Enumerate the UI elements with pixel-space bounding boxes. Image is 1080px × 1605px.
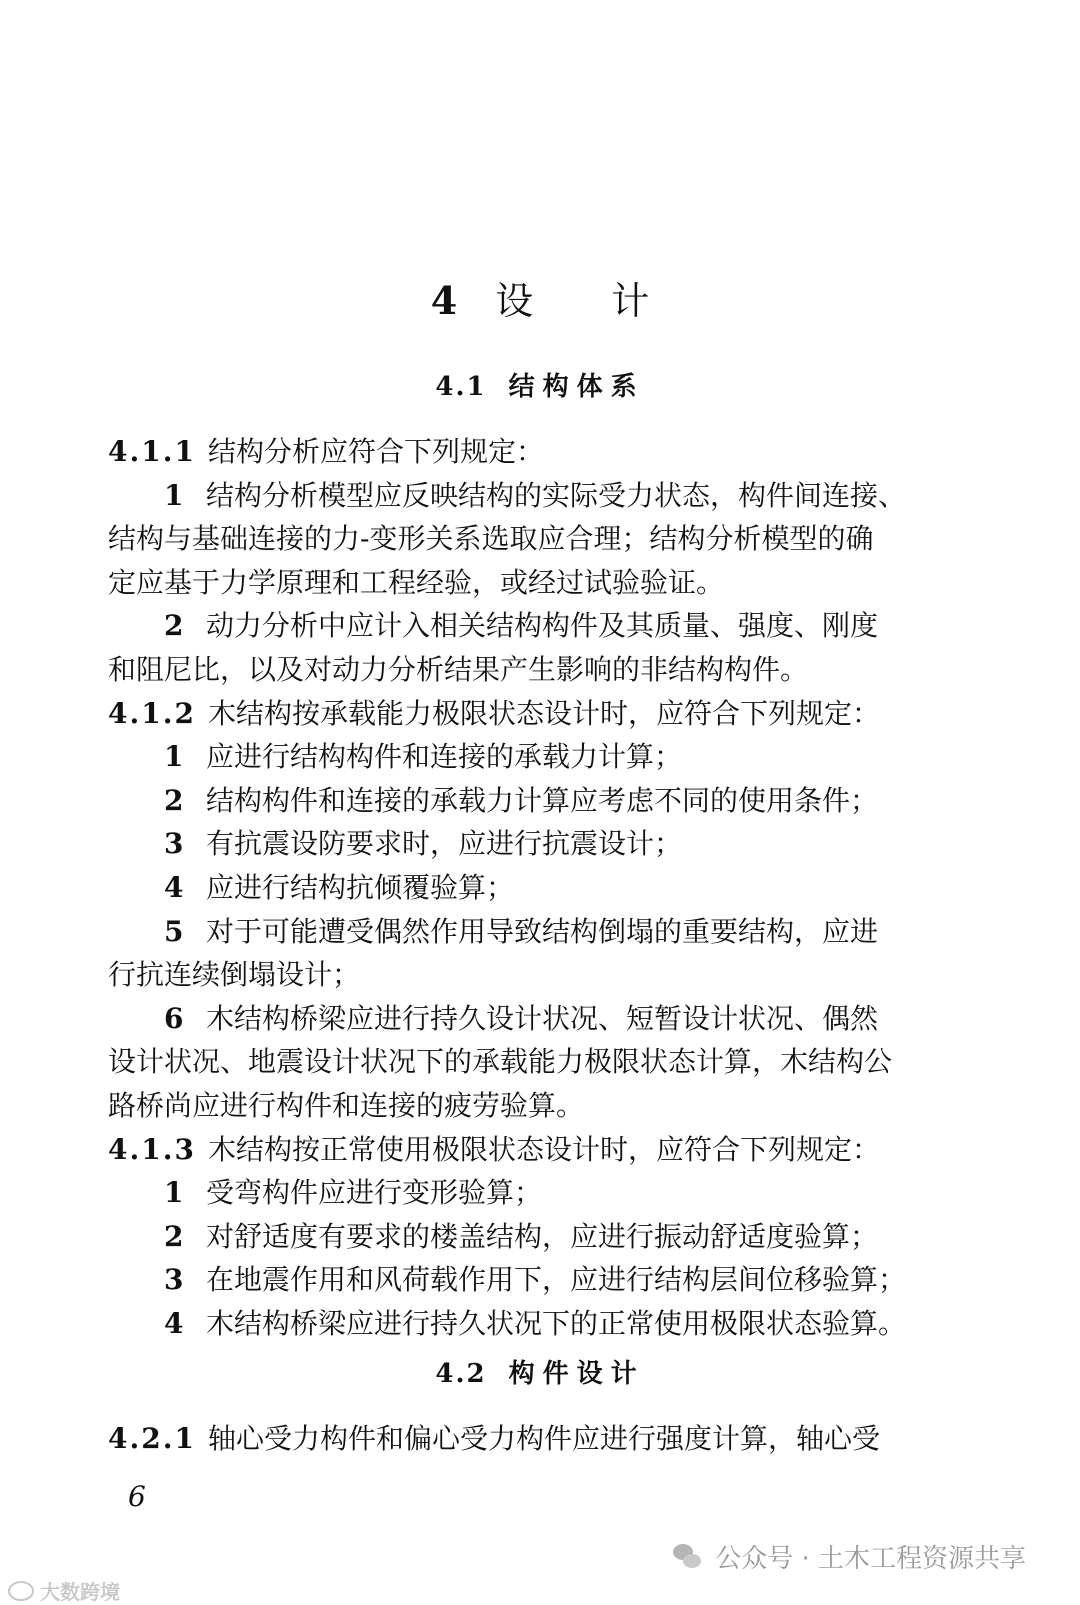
item-number: 1 <box>164 478 184 512</box>
line-text: 结构构件和连接的承载力计算应考虑不同的使用条件； <box>206 783 879 817</box>
chapter-number: 4 <box>430 278 458 323</box>
line-text: 应进行结构抗倾覆验算； <box>206 871 515 904</box>
item-number: 3 <box>164 1263 184 1297</box>
item-number: 6 <box>164 1001 184 1035</box>
clause-line <box>108 1130 923 1170</box>
list-item-line <box>108 1217 979 1257</box>
line-text: 动力分析中应计入相关结构构件及其质量、强度、刚度 <box>206 609 879 643</box>
line-text: 木结构桥梁应进行持久设计状况、短暂设计状况、偶然 <box>206 1001 879 1035</box>
section-heading-4-1 <box>0 370 1080 404</box>
list-item-line <box>108 737 979 777</box>
line-text: 木结构按承载能力极限状态设计时，应符合下列规定： <box>208 696 881 730</box>
line-text: 应进行结构构件和连接的承载力计算； <box>206 740 683 774</box>
section-title: 结构体系 <box>508 372 645 402</box>
line-text: 木结构桥梁应进行持久状况下的正常使用极限状态验算。 <box>206 1307 907 1340</box>
brand-logo-icon <box>8 1581 34 1601</box>
continuation-line <box>108 519 923 559</box>
continuation-line <box>108 563 923 603</box>
wechat-watermark <box>673 1538 1026 1575</box>
list-item-line <box>108 1260 979 1300</box>
page-number: 6 <box>128 1480 146 1513</box>
item-number: 5 <box>164 914 184 948</box>
list-item-line <box>108 912 979 952</box>
clause-number: 4.1.2 <box>108 696 196 730</box>
item-number: 4 <box>164 1307 184 1340</box>
line-text: 轴心受力构件和偏心受力构件应进行强度计算，轴心受 <box>208 1422 881 1455</box>
list-item-line <box>108 824 979 864</box>
line-text: 有抗震设防要求时，应进行抗震设计； <box>206 827 683 861</box>
line-text: 结构分析模型应反映结构的实际受力状态，构件间连接、 <box>206 478 907 512</box>
clause-number: 4.2.1 <box>108 1422 196 1455</box>
brand-watermark-text: 大数跨境 <box>40 1580 120 1604</box>
list-item-line <box>108 606 979 646</box>
wechat-watermark-text: 公众号 · 土木工程资源共享 <box>715 1544 1026 1574</box>
chapter-title-char-1: 设 <box>495 279 534 323</box>
item-number: 2 <box>164 609 184 643</box>
item-number: 4 <box>164 871 184 904</box>
line-text: 对于可能遭受偶然作用导致结构倒塌的重要结构，应进 <box>206 914 879 948</box>
continuation-line <box>108 1086 923 1126</box>
continuation-line <box>108 650 923 690</box>
list-item-line <box>108 1173 979 1213</box>
continuation-line <box>108 955 923 995</box>
list-item-line <box>108 476 979 516</box>
section-number: 4.1 <box>435 372 487 402</box>
chapter-title-char-2: 计 <box>611 279 650 323</box>
line-text: 行抗连续倒塌设计； <box>108 958 361 992</box>
line-text: 结构与基础连接的力-变形关系选取应合理；结构分析模型的确 <box>108 522 874 556</box>
line-text: 路桥尚应进行构件和连接的疲劳验算。 <box>108 1089 585 1122</box>
section-heading-4-2 <box>0 1357 1080 1391</box>
section-title: 构件设计 <box>508 1359 645 1389</box>
item-number: 2 <box>164 783 184 817</box>
line-text: 和阻尼比，以及对动力分析结果产生影响的非结构构件。 <box>108 653 809 686</box>
list-item-line <box>108 868 979 908</box>
item-number: 2 <box>164 1219 184 1253</box>
chapter-title <box>0 278 1080 324</box>
line-text: 对舒适度有要求的楼盖结构，应进行振动舒适度验算； <box>206 1219 879 1253</box>
list-item-line <box>108 999 979 1039</box>
clause-number: 4.1.3 <box>108 1132 196 1166</box>
line-text: 结构分析应符合下列规定： <box>208 435 545 468</box>
item-number: 1 <box>164 1176 184 1210</box>
list-item-line <box>108 781 979 821</box>
line-text: 受弯构件应进行变形验算； <box>206 1176 543 1210</box>
line-text: 木结构按正常使用极限状态设计时，应符合下列规定： <box>208 1132 881 1166</box>
wechat-icon <box>673 1542 703 1572</box>
item-number: 3 <box>164 827 184 861</box>
line-text: 在地震作用和风荷载作用下，应进行结构层间位移验算； <box>206 1263 907 1297</box>
list-item-line <box>108 1304 979 1344</box>
item-number: 1 <box>164 740 184 774</box>
clause-line <box>108 694 923 734</box>
line-text: 设计状况、地震设计状况下的承载能力极限状态计算，木结构公 <box>108 1045 893 1079</box>
clause-number: 4.1.1 <box>108 435 196 468</box>
section-number: 4.2 <box>435 1359 487 1389</box>
clause-line <box>108 432 923 472</box>
continuation-line <box>108 1042 923 1082</box>
line-text: 定应基于力学原理和工程经验，或经过试验验证。 <box>108 565 725 599</box>
clause-line <box>108 1419 923 1459</box>
